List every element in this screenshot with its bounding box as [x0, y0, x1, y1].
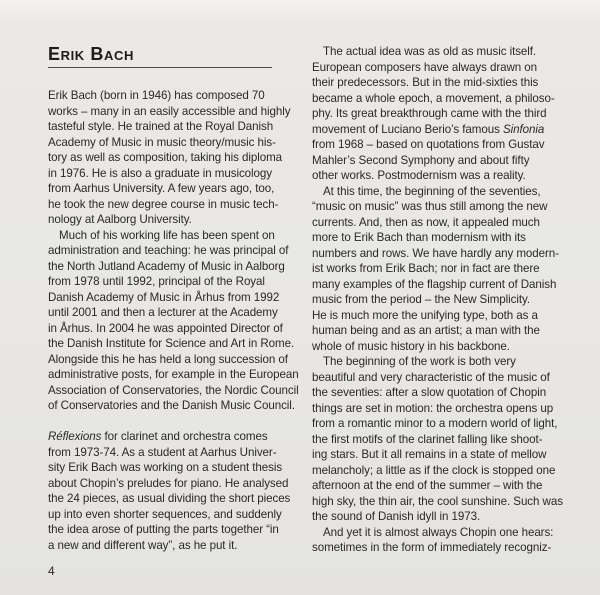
text-run: tasteful style. He trained at the Royal Danish [48, 120, 274, 133]
text-line [48, 445, 288, 461]
text-line [312, 184, 574, 200]
text-run: a new and different way”, as he put it. [48, 538, 238, 552]
text-line [48, 259, 288, 275]
text-line [312, 277, 574, 293]
text-run: the 24 pieces, as usual dividing the short pieces [48, 492, 291, 505]
text-line [48, 197, 288, 213]
text-run: Alongside this he has held a long succession of [48, 352, 288, 366]
text-run: He is much more the unifying type, both as a [312, 308, 538, 322]
text-line [312, 122, 574, 138]
text-run: nology at Aalborg University. [48, 213, 192, 226]
text-line [312, 106, 574, 122]
text-run: Danish Academy of Music in Århus from 1992 [48, 290, 280, 304]
text-run: from a romantic minor to a modern world of light, [312, 417, 558, 430]
text-line [312, 137, 574, 153]
text-line [48, 290, 288, 306]
text-run: ist works from Erik Bach; nor in fact are there [312, 262, 540, 275]
text-line [48, 398, 295, 414]
text-line [48, 414, 288, 430]
text-run: tory as well as composition, taking his diploma [48, 151, 283, 164]
text-run: up into even shorter sequences, and suddenly [48, 507, 282, 521]
text-run: whole of music history in his backbone. [312, 339, 510, 353]
text-run: administration and teaching: he was principal of [48, 244, 289, 257]
text-run: their predecessors. But in the mid-sixties this [312, 76, 539, 89]
text-line [48, 212, 288, 228]
text-line [312, 246, 574, 262]
text-line [312, 323, 574, 339]
text-run: he took the new degree course in music tech- [48, 197, 279, 211]
text-run: ing stars. But it all remains in a state of mellow [312, 448, 547, 461]
text-line [48, 166, 288, 182]
text-line [312, 370, 574, 386]
text-line [48, 491, 291, 507]
text-line [312, 401, 574, 417]
text-run: Association of Conservatories, the Nordic Council [48, 383, 299, 397]
italic-text-run: Sinfonia [502, 122, 545, 136]
text-line [48, 476, 288, 492]
text-line [312, 91, 574, 107]
text-run: in Århus. In 2004 he was appointed Director of [48, 321, 283, 335]
text-run: beautiful and very characteristic of the music of [312, 370, 550, 384]
text-line [48, 336, 295, 352]
text-run: from 1978 until 1992, principal of the Royal [48, 275, 265, 288]
text-line [312, 308, 574, 324]
text-line [48, 383, 299, 399]
text-line [48, 243, 288, 259]
text-line [48, 104, 291, 120]
text-line [48, 429, 288, 445]
text-run: At this time, the beginning of the seventies, [323, 184, 541, 198]
text-line [312, 153, 574, 169]
text-run: administrative posts, for example in the European [48, 368, 299, 381]
text-run: other works. Postmodernism was a reality. [312, 169, 526, 182]
text-run: afternoon at the end of the summer – with the [312, 479, 543, 492]
text-line [312, 385, 574, 401]
text-run: The beginning of the work is both very [323, 355, 516, 368]
text-run: human being and as an artist; a man with the [312, 324, 540, 337]
text-line [312, 215, 574, 231]
text-run: until 2001 and then a lecturer at the Academy [48, 306, 278, 319]
text-line [312, 230, 574, 246]
italic-text-run: Réflexions [48, 430, 102, 443]
text-run: sity Erik Bach was working on a student thesis [48, 461, 283, 474]
page-title: Erik Bach [48, 44, 134, 65]
text-run: European composers have always drawn on [312, 60, 538, 74]
text-line [48, 150, 288, 166]
right-text-column [312, 44, 574, 556]
text-run: in 1976. He is also a graduate in musicology [48, 166, 272, 180]
text-line [312, 292, 574, 308]
text-line [312, 447, 574, 463]
text-run: Much of his working life has been spent on [59, 228, 275, 242]
text-run: for clarinet and orchestra comes [101, 430, 268, 443]
text-line [48, 305, 288, 321]
text-line [312, 525, 574, 541]
text-run: melancholy; a little as if the clock is stopped one [312, 463, 556, 477]
text-line [312, 478, 574, 494]
text-line [312, 75, 574, 91]
text-run: And yet it is almost always Chopin one hears: [323, 525, 554, 539]
text-run: the idea arose of putting the parts together “in [48, 523, 279, 536]
text-line [48, 135, 288, 151]
text-run: from Aarhus University. A few years ago, too, [48, 182, 275, 195]
text-run: the seventies: after a slow quotation of Chopin [312, 386, 547, 399]
text-run: numbers and rows. We have hardly any modern- [312, 246, 559, 260]
page-number: 4 [48, 564, 55, 578]
text-line [312, 339, 574, 355]
text-line [48, 367, 299, 383]
text-line [48, 119, 288, 135]
text-line [312, 168, 574, 184]
text-line [312, 416, 574, 432]
text-line [48, 228, 288, 244]
text-run: about Chopin’s preludes for piano. He analysed [48, 476, 289, 490]
text-line [312, 432, 574, 448]
text-line [312, 354, 574, 370]
text-run: Mahler’s Second Symphony and about fifty [312, 153, 530, 167]
text-run: sometimes in the form of immediately recogniz- [312, 541, 552, 554]
text-line [48, 88, 288, 104]
title-rule [48, 67, 272, 68]
text-run: Academy of Music in music theory/music his- [48, 135, 276, 149]
text-run: the North Jutland Academy of Music in Aalborg [48, 259, 285, 273]
text-run: the first motifs of the clarinet falling like shoot- [312, 432, 543, 446]
text-run: became a whole epoch, a movement, a philoso- [312, 91, 555, 105]
text-run: works – many in an easily accessible and highly [48, 104, 291, 118]
text-run: movement of Luciano Berio’s famous [312, 122, 503, 136]
text-line [48, 522, 288, 538]
text-line [312, 540, 574, 556]
text-run: things are set in motion: the orchestra opens up [312, 401, 554, 415]
text-line [312, 261, 574, 277]
text-line [48, 321, 288, 337]
text-run: “music on music” was thus still among the new [312, 200, 548, 213]
text-run: more to Erik Bach than modernism with its [312, 231, 526, 244]
text-run: from 1968 – based on quotations from Gustav [312, 138, 545, 151]
text-run: from 1973-74. As a student at Aarhus Univer- [48, 445, 277, 459]
text-line [312, 44, 574, 60]
text-run: high sky, the thin air, the cool sunshine. Such was [312, 494, 563, 508]
text-line [312, 494, 574, 510]
text-run: the Danish Institute for Science and Art in Rome. [48, 337, 295, 350]
text-line [48, 460, 288, 476]
left-text-column [48, 88, 299, 553]
text-line [312, 509, 574, 525]
text-run: currents. And, then as now, it appealed much [312, 215, 540, 229]
text-run: of Conservatories and the Danish Music Council. [48, 399, 295, 412]
text-run: Erik Bach (born in 1946) has composed 70 [48, 89, 265, 102]
text-line [48, 352, 288, 368]
text-run: many examples of the flagship current of Danish [312, 277, 557, 291]
text-line [312, 60, 574, 76]
text-run: the sound of Danish idyll in 1973. [312, 510, 481, 523]
text-line [48, 274, 288, 290]
text-run: phy. Its great breakthrough came with the third [312, 107, 547, 120]
text-run: The actual idea was as old as music itself. [323, 45, 537, 58]
text-line [312, 199, 574, 215]
text-line [48, 181, 288, 197]
text-line [48, 507, 288, 523]
text-line [312, 463, 574, 479]
text-run: music from the period – the New Simplicity. [312, 293, 530, 306]
text-line [48, 538, 288, 554]
